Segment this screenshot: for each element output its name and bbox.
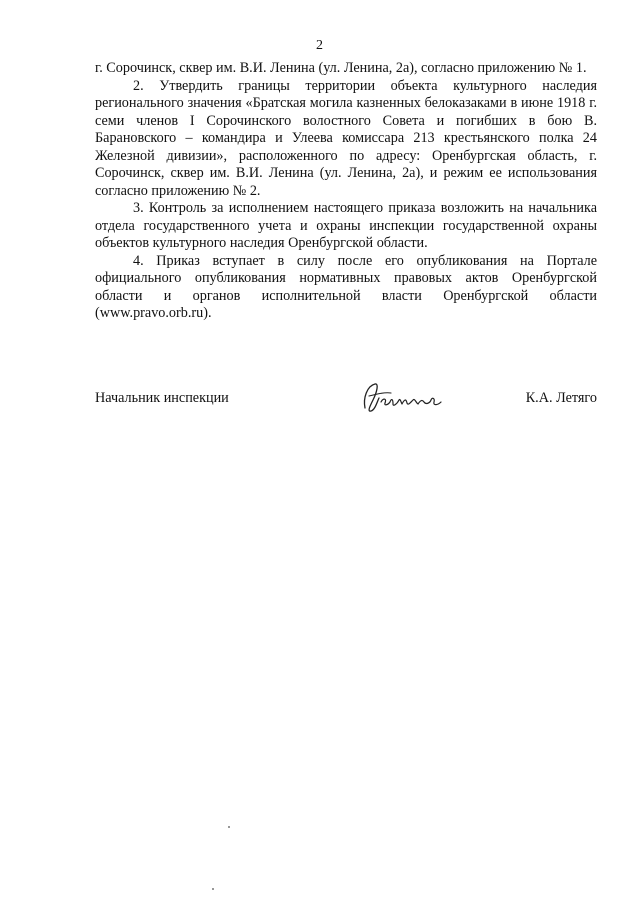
signature-block <box>95 378 597 418</box>
paragraph-item-2: 2. Утвердить границы территории объекта культурного наследия регионального значения «Братская могила казненных белоказаками в июне 1918 г. семи членов I Сорочинского волостного Совета и погибших в бою В. Барановского – командира и Улеева комиссара 213 крестьянского полка 24 Железной дивизии», расположенного по адресу: Оренбургская область, г. Сорочинск, сквер им. В.И. Ленина (ул. Ленина, 2а), и режим ее использования согласно приложению № 2. <box>95 77 597 199</box>
paragraph-continuation: г. Сорочинск, сквер им. В.И. Ленина (ул. Ленина, 2а), согласно приложению № 1. <box>95 60 587 76</box>
signatory-name: К.А. Летяго <box>525 390 597 406</box>
signatory-position: Начальник инспекции <box>95 390 229 406</box>
document-body <box>95 60 597 323</box>
page-number: 2 <box>316 38 323 53</box>
paragraph-item-4: 4. Приказ вступает в силу после его опубликования на Портале официального опубликования нормативных правовых актов Оренбургской области и органов исполнительной власти Оренбургской области (www.pravo.orb.ru). <box>95 252 597 321</box>
handwritten-signature <box>355 378 455 418</box>
scan-artifact <box>228 826 230 828</box>
paragraph-item-3: 3. Контроль за исполнением настоящего приказа возложить на начальника отдела государственного учета и охраны инспекции государственной охраны объектов культурного наследия Оренбургской области. <box>95 200 597 251</box>
scan-artifact <box>212 888 214 890</box>
